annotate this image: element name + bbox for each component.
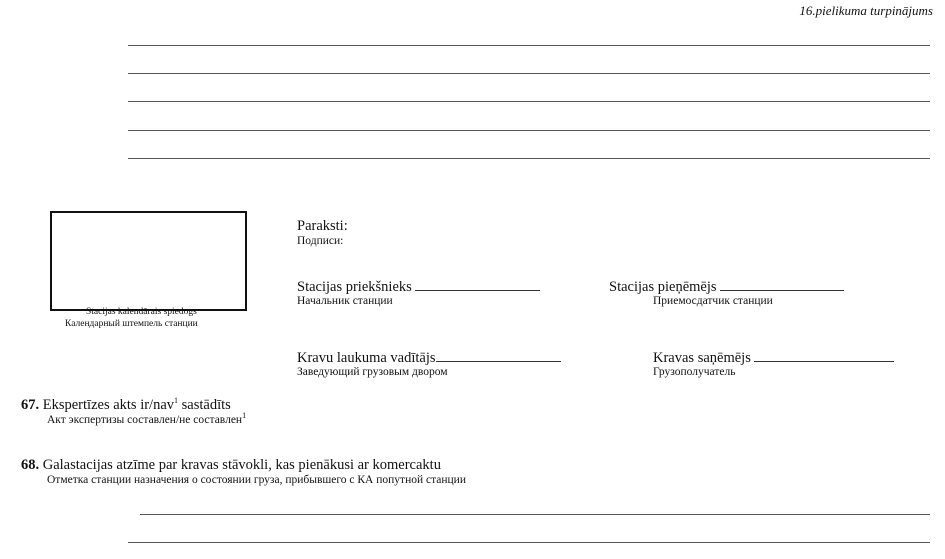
item-68-text-ru: Отметка станции назначения о состоянии груза, прибывшего с КА попутной станции [47,474,466,486]
ruled-line [128,45,930,46]
ruled-line [140,514,930,515]
item-67-text-lv: Ekspertīzes akts ir/nav [42,397,175,413]
consignee-label-ru: Грузополучатель [653,366,736,378]
consignee-label [653,349,894,366]
station-head-signature-line[interactable] [415,278,540,291]
item-67-number: 67. [21,397,40,413]
item-67-footnote-ru: 1 [242,411,247,421]
stamp-label-lv: Stacijas kalendārais spiedogs [86,307,197,317]
yard-manager-signature-line[interactable] [436,349,561,362]
station-head-label-lv: Stacijas priekšnieks [297,279,412,295]
yard-manager-label-ru: Заведующий грузовым двором [297,366,448,378]
signatures-title-ru: Подписи: [297,235,344,247]
consignee-label-lv: Kravas saņēmējs [653,350,751,366]
station-head-label [297,278,540,295]
ruled-line [128,73,930,74]
ruled-line [128,158,930,159]
yard-manager-label-lv: Kravu laukuma vadītājs [297,350,436,366]
station-receiver-signature-line[interactable] [720,278,844,291]
item-68-number: 68. [21,457,40,473]
ruled-line [128,101,930,102]
ruled-line [128,130,930,131]
signatures-title-lv: Paraksti: [297,218,348,234]
item-67-text-ru-wrap [47,411,247,427]
item-67-heading [21,397,231,413]
item-68-heading [21,457,441,473]
station-head-label-ru: Начальник станции [297,295,393,307]
station-receiver-label-ru: Приемосдатчик станции [653,295,773,307]
stamp-label-ru: Календарный штемпель станции [65,319,198,329]
item-67-signed: sastādīts [181,397,231,413]
consignee-signature-line[interactable] [754,349,894,362]
item-68-text-lv: Galastacijas atzīme par kravas stāvokli, kas pienākusi ar komercaktu [42,457,441,473]
station-receiver-label-lv: Stacijas pieņēmējs [609,279,717,295]
station-stamp-box[interactable] [50,211,247,311]
item-67-footnote-lv: 1 [174,396,179,406]
station-receiver-label [609,278,844,295]
item-67-text-ru: Акт экспертизы составлен/не составлен [47,414,243,426]
yard-manager-label [297,349,561,366]
appendix-header: 16.pielikuma turpinājums [799,3,933,18]
ruled-line [128,542,930,543]
